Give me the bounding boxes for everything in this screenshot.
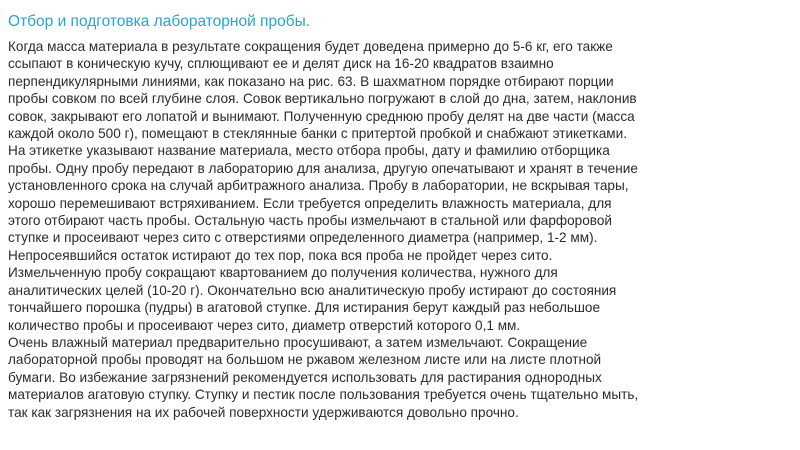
text-line: Непросеявшийся остаток истирают до тех пор, пока вся проба не пройдет через сито. — [8, 247, 553, 263]
text-line: ссыпают в коническую кучу, сплющивают ее и делят диск на 16-20 квадратов взаимно — [8, 56, 554, 72]
slide — [5, 0, 795, 450]
text-line: материалов агатовую ступку. Ступку и пестик после пользования требуется очень тщательно мыть, — [8, 387, 639, 403]
text-line: Измельченную пробу сокращают квартованием до получения количества, нужного для — [8, 265, 558, 281]
text-line: этого отбирают часть пробы. Остальную часть пробы измельчают в стальной или фарфоровой — [8, 213, 612, 229]
text-line: аналитических целей (10-20 г). Окончательно всю аналитическую пробу истирают до состояния — [8, 282, 617, 298]
text-line: ступке и просеивают через сито с отверстиями определенного диаметра (например, 1-2 мм). — [8, 230, 598, 246]
text-line: так как загрязнения на их рабочей поверхности удерживаются довольно прочно. — [8, 404, 519, 420]
text-line: лабораторной пробы проводят на большом не ржавом железном листе или на листе плотной — [8, 352, 602, 368]
text-line: бумаги. Во избежание загрязнений рекомендуется использовать для растирания однородных — [8, 369, 602, 385]
text-line: тончайшего порошка (пудры) в агатовой ступке. Для истирания берут каждый раз небольшое — [8, 300, 601, 316]
text-line: Очень влажный материал предварительно просушивают, а затем измельчают. Сокращение — [8, 334, 588, 350]
slide-body-text — [8, 38, 793, 421]
text-line: пробы. Одну пробу передают в лабораторию для анализа, другую опечатывают и хранят в течение — [8, 160, 638, 176]
text-line: перпендикулярными линиями, как показано на рис. 63. В шахматном порядке отбирают порции — [8, 73, 614, 89]
text-line: пробы совком по всей глубине слоя. Совок вертикально погружают в слой до дна, затем, наклонив — [8, 91, 637, 107]
text-line: Когда масса материала в результате сокращения будет доведена примерно до 5-6 кг, его также — [8, 39, 613, 54]
text-line: совок, закрывают его лопатой и вынимают. Полученную среднюю пробу делят на две части (масса — [8, 108, 635, 124]
text-line: установленного срока на случай арбитражного анализа. Пробу в лаборатории, не вскрывая тары, — [8, 178, 629, 194]
slide-title: Отбор и подготовка лабораторной пробы. — [8, 13, 311, 30]
text-line: количество пробы и просеивают через сито, диаметр отверстий которого 0,1 мм. — [8, 317, 521, 333]
text-line: каждой около 500 г), помещают в стеклянные банки с притертой пробкой и снабжают этикетками. — [8, 126, 627, 142]
text-line: хорошо перемешивают встряхиванием. Если требуется определить влажность материала, для — [8, 195, 612, 211]
text-line: На этикетке указывают название материала, место отбора пробы, дату и фамилию отборщика — [8, 143, 610, 159]
